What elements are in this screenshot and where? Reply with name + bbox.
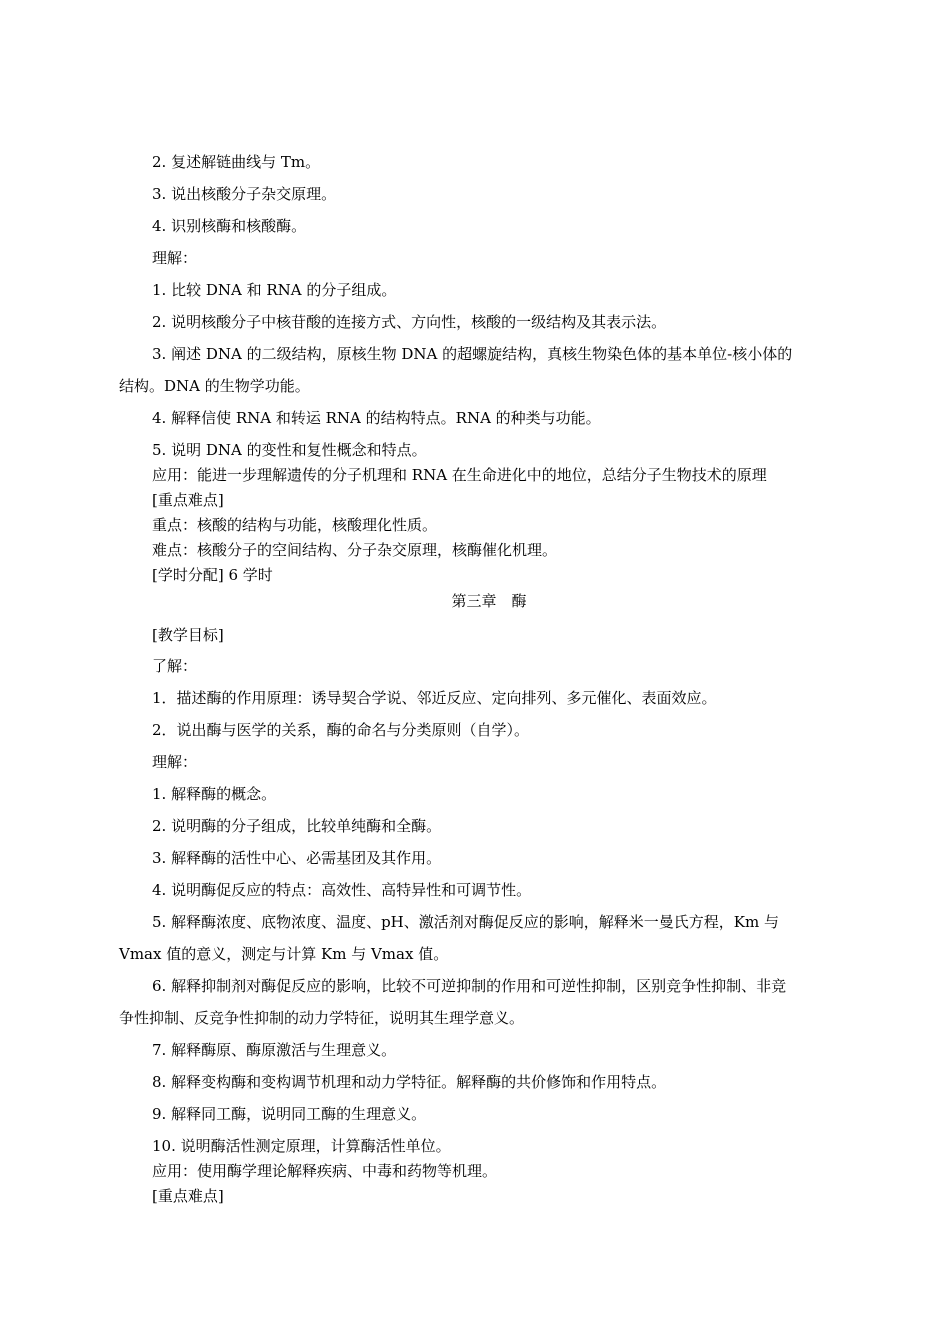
text-line: 1. 解释酶的概念。 [152, 785, 277, 803]
text-line: 5. 说明 DNA 的变性和复性概念和特点。 [152, 441, 427, 459]
text-line: 2. 说明核酸分子中核苷酸的连接方式、方向性，核酸的一级结构及其表示法。 [152, 313, 667, 331]
text-line: 3. 说出核酸分子杂交原理。 [152, 185, 337, 203]
text-line: 理解： [152, 753, 198, 771]
text-line: Vmax 值的意义，测定与计算 Km 与 Vmax 值。 [119, 945, 449, 963]
text-line: 2. 复述解链曲线与 Tm。 [152, 153, 321, 171]
text-line: 应用：使用酶学理论解释疾病、中毒和药物等机理。 [152, 1162, 498, 1180]
text-line: 7. 解释酶原、酶原激活与生理意义。 [152, 1041, 397, 1059]
text-line: 3. 解释酶的活性中心、必需基团及其作用。 [152, 849, 442, 867]
text-line: 了解： [152, 657, 198, 675]
text-line: 2. 说明酶的分子组成，比较单纯酶和全酶。 [152, 817, 442, 835]
section-heading: [重点难点] [152, 491, 224, 509]
text-line: 应用：能进一步理解遗传的分子机理和 RNA 在生命进化中的地位，总结分子生物技术的原理 [152, 466, 767, 484]
text-line: 9. 解释同工酶，说明同工酶的生理意义。 [152, 1105, 427, 1123]
text-line: 2．说出酶与医学的关系，酶的命名与分类原则（自学）。 [152, 721, 530, 739]
text-line: [学时分配] 6 学时 [152, 566, 273, 584]
text-line: 4. 解释信使 RNA 和转运 RNA 的结构特点。RNA 的种类与功能。 [152, 409, 601, 427]
text-line: 5. 解释酶浓度、底物浓度、温度、pH、激活剂对酶促反应的影响，解释米一曼氏方程，Km 与 [152, 913, 779, 931]
text-line: 结构。DNA 的生物学功能。 [119, 377, 310, 395]
section-heading: [教学目标] [152, 626, 224, 644]
text-line: 8. 解释变构酶和变构调节机理和动力学特征。解释酶的共价修饰和作用特点。 [152, 1073, 667, 1091]
text-line: 重点：核酸的结构与功能，核酸理化性质。 [152, 516, 438, 534]
text-line: 1. 比较 DNA 和 RNA 的分子组成。 [152, 281, 397, 299]
text-line: 4. 识别核酶和核酸酶。 [152, 217, 307, 235]
text-line: 4. 说明酶促反应的特点：高效性、高特异性和可调节性。 [152, 881, 532, 899]
text-line: 难点：核酸分子的空间结构、分子杂交原理，核酶催化机理。 [152, 541, 558, 559]
text-line: 10. 说明酶活性测定原理，计算酶活性单位。 [152, 1137, 451, 1155]
section-heading: [重点难点] [152, 1187, 224, 1205]
text-line: 争性抑制、反竞争性抑制的动力学特征，说明其生理学意义。 [119, 1009, 525, 1027]
text-line: 理解： [152, 249, 198, 267]
text-line: 3. 阐述 DNA 的二级结构，原核生物 DNA 的超螺旋结构，真核生物染色体的基本单位-核小体的 [152, 345, 793, 363]
chapter-title: 第三章 酶 [451, 592, 527, 610]
text-line: 6. 解释抑制剂对酶促反应的影响，比较不可逆抑制的作用和可逆性抑制，区别竞争性抑制、非竞 [152, 977, 787, 995]
text-line: 1．描述酶的作用原理：诱导契合学说、邻近反应、定向排列、多元催化、表面效应。 [152, 689, 717, 707]
